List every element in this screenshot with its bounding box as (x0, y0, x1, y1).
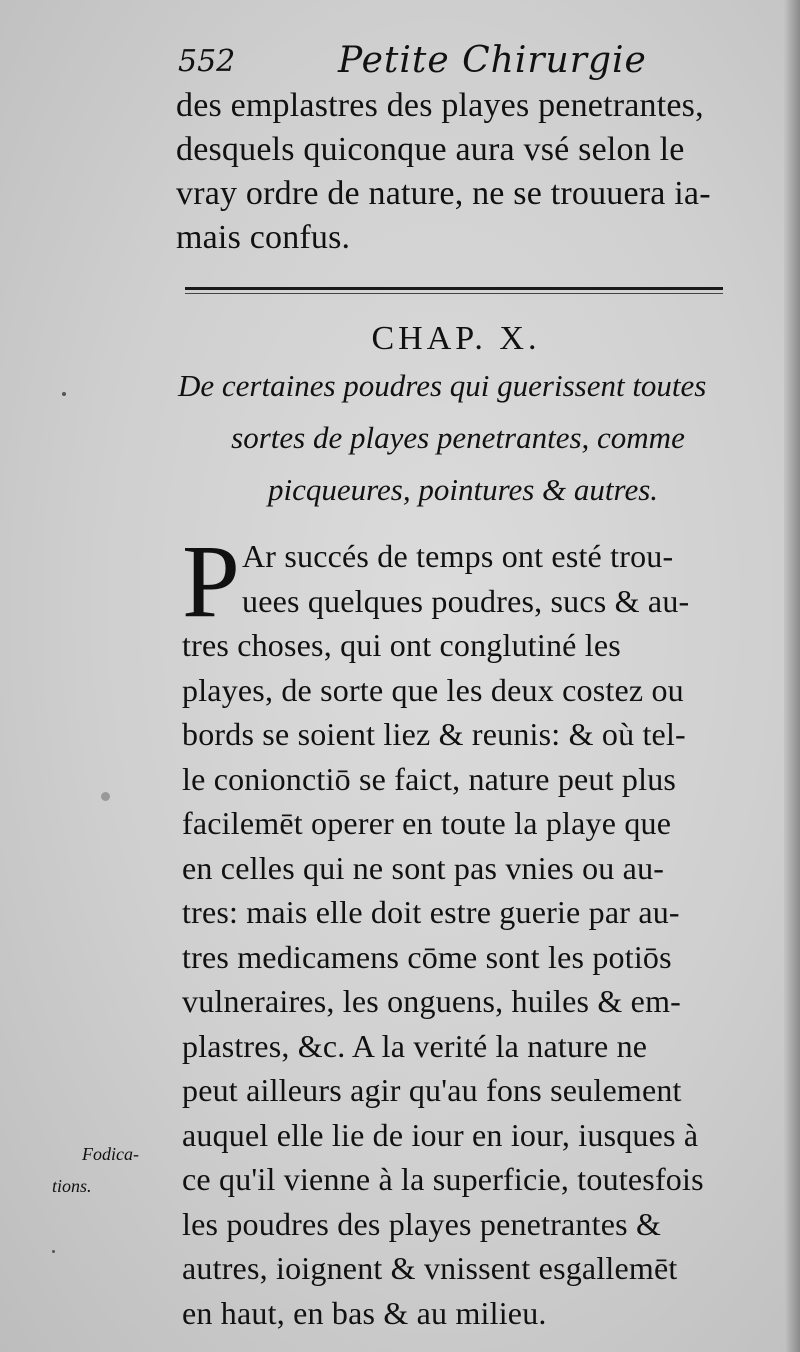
section-rule (185, 287, 723, 290)
margin-note (52, 1138, 182, 1202)
running-title: Petite Chirurgie (338, 40, 647, 81)
text-line: bords se soient liez & reunis: & où tel- (182, 716, 686, 752)
text-line: en haut, en bas & au milieu. (182, 1294, 547, 1331)
text-line: Ar succés de temps ont esté trou- (242, 538, 674, 574)
text-line: desquels quiconque aura vsé selon le (176, 131, 685, 168)
chapter-title (176, 360, 760, 516)
margin-note-line: tions. (52, 1176, 92, 1196)
chapter-title-line: sortes de playes penetrantes, comme (231, 420, 685, 455)
text-line: des emplastres des playes penetrantes, (176, 87, 704, 124)
page-edge (784, 0, 800, 1352)
chapter-body (182, 524, 752, 1335)
text-line: tres: mais elle doit estre guerie par au- (182, 894, 680, 930)
text-line: playes, de sorte que les deux costez ou (182, 671, 684, 708)
page-number: 552 (178, 44, 236, 79)
text-line: autres, ioignent & vnissent esgallemēt (182, 1250, 678, 1286)
continued-paragraph (176, 84, 736, 260)
paper-speck (101, 792, 110, 801)
paper-speck (52, 1250, 55, 1253)
text-line: les poudres des playes penetrantes & (182, 1205, 662, 1242)
text-line: auquel elle lie de iour en iour, iusques à (182, 1116, 699, 1153)
text-line: peut ailleurs agir qu'au fons seulement (182, 1072, 682, 1108)
text-line: vulneraires, les onguens, huiles & em- (182, 983, 682, 1019)
text-line: mais confus. (176, 219, 351, 256)
margin-note-line: Fodica- (82, 1144, 139, 1164)
section-rule-thin (185, 293, 723, 294)
text-line: tres medicamens cōme sont les potiōs (182, 938, 672, 975)
chapter-heading: CHAP. X. (371, 320, 541, 357)
text-line: plastres, &c. A la verité la nature ne (182, 1027, 648, 1064)
chapter-title-line: picqueures, pointures & autres. (267, 472, 659, 507)
paper-speck (62, 392, 66, 396)
text-line: tres choses, qui ont conglutiné les (182, 627, 621, 663)
drop-cap: P (182, 524, 240, 639)
text-line: en celles qui ne sont pas vnies ou au- (182, 849, 665, 886)
text-line: le conionctiō se faict, nature peut plus (182, 760, 677, 797)
text-line: uees quelques poudres, sucs & au- (242, 582, 690, 619)
text-line: vray ordre de nature, ne se trouuera ia- (176, 175, 711, 212)
text-line: ce qu'il vienne à la superficie, toutesfois (182, 1161, 704, 1197)
text-line: facilemēt operer en toute la playe que (182, 805, 672, 841)
chapter-title-line: De certaines poudres qui guerissent toutes (178, 368, 707, 403)
